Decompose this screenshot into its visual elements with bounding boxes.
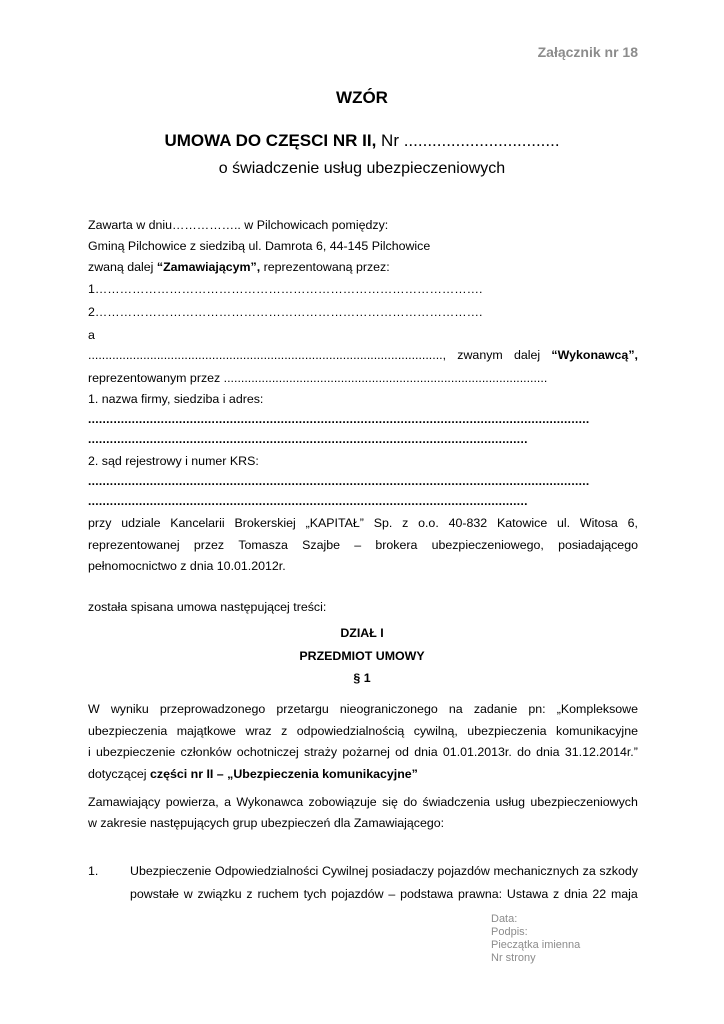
word: ubezpieczenia <box>88 724 168 738</box>
word: Tomasza <box>238 538 288 552</box>
word: ubezpieczenia <box>467 724 547 738</box>
section-subject: PRZEDMIOT UMOWY <box>299 649 425 663</box>
word: Sp. <box>373 516 393 530</box>
paragraph-mark: § 1 <box>353 671 371 685</box>
word: Cywilnej <box>321 864 369 878</box>
para1-line-2 <box>88 724 638 738</box>
word: dnia <box>536 745 560 759</box>
contract-title-bold: UMOWA DO CZĘSCI NR II, <box>164 131 377 150</box>
broker-line-2 <box>88 538 638 552</box>
word: – <box>388 887 396 901</box>
word: majątkowe <box>176 724 236 738</box>
footer-date: Data: <box>491 913 518 925</box>
footer-page-number: Nr strony <box>491 952 536 964</box>
word: podstawa <box>400 887 454 901</box>
footer-block <box>491 913 580 965</box>
footer-stamp: Pieczątka imienna <box>491 939 581 951</box>
word: ubezpieczeniowego, <box>431 538 544 552</box>
word: pojazdów <box>331 887 384 901</box>
word: mechanicznych <box>493 864 579 878</box>
word: 22 <box>592 887 607 901</box>
word: szkody <box>599 864 638 878</box>
part-two-title: części nr II – „Ubezpieczenia komunikacyjne” <box>149 767 418 781</box>
firm-dots-1: .......................................................................................................................................... <box>88 412 590 426</box>
section-title: DZIAŁ I <box>340 626 384 640</box>
word: posiadającego <box>558 538 638 552</box>
word: zobowiązuje <box>308 795 377 809</box>
contract-title-number: Nr ................................. <box>376 131 560 150</box>
word: dnia <box>564 887 588 901</box>
word: za <box>582 864 596 878</box>
para2-line-2: w zakresie następujących grup ubezpieczeń dla Zamawiającego: <box>88 816 445 830</box>
intro-line-1: Zawarta w dniu…………….. w Pilchowicach pomiędzy: <box>88 218 389 232</box>
word: zadanie <box>473 702 518 716</box>
word: ubezpieczeniowych <box>530 795 638 809</box>
word: z <box>246 887 253 901</box>
contractor-word-2: dalej <box>513 348 541 362</box>
list-item-line-2 <box>130 887 638 901</box>
word: „KAPITAŁ” <box>305 516 364 530</box>
intro-line-3-c: reprezentowaną przez: <box>260 260 390 274</box>
word: Witosa <box>579 516 618 530</box>
word: odpowiedzialnością <box>296 724 405 738</box>
firm-label: 1. nazwa firmy, siedziba i adres: <box>88 392 264 406</box>
word: wraz <box>245 724 272 738</box>
word: o.o. <box>418 516 439 530</box>
para2-line-1 <box>88 795 638 809</box>
word: w <box>183 887 193 901</box>
word: 6, <box>627 516 638 530</box>
krs-dots-2: ......................................................................................................................... <box>88 494 528 508</box>
intro-line-3-a: zwaną dalej <box>88 260 157 274</box>
para1-line-3 <box>88 745 638 759</box>
word: członków <box>180 745 232 759</box>
word: 01.01.2013r. <box>442 745 512 759</box>
representative-2: 2…………………………………………………………………………………. <box>88 305 483 319</box>
word: z <box>402 516 409 530</box>
word: Kancelarii <box>170 516 225 530</box>
word: komunikacyjne <box>556 724 638 738</box>
word: z <box>553 887 560 901</box>
word: przetargu <box>276 702 329 716</box>
word: powstałe <box>130 887 179 901</box>
word: „Kompleksowe <box>556 702 638 716</box>
contractor-dots: ......................................................................................................., <box>88 348 447 362</box>
word: W <box>88 702 100 716</box>
word: świadczenia <box>422 795 491 809</box>
word: ubezpieczenie <box>96 745 176 759</box>
word: a <box>224 795 232 809</box>
word: ochotniczej <box>236 745 299 759</box>
word: powierza, <box>165 795 219 809</box>
broker-line-3: pełnomocnictwo z dnia 10.01.2012r. <box>88 559 286 573</box>
para1-line-1 <box>88 702 638 716</box>
word: do <box>517 745 531 759</box>
word: ul. <box>557 516 571 530</box>
word: Ustawa <box>506 887 549 901</box>
para1-line-4-a: dotyczącej <box>88 767 150 781</box>
represented-by: reprezentowanym przez .............................................................................................. <box>88 371 548 385</box>
word: – <box>354 538 362 552</box>
word: pojazdów <box>437 864 490 878</box>
broker-line-1 <box>88 516 638 530</box>
word: brokera <box>375 538 418 552</box>
word: z <box>281 724 288 738</box>
word: pn: <box>528 702 546 716</box>
word: tych <box>303 887 327 901</box>
ordering-party-term: “Zamawiającym”, <box>156 260 261 274</box>
word: cywilną, <box>413 724 458 738</box>
word: na <box>448 702 463 716</box>
word: ruchem <box>257 887 299 901</box>
word: przez <box>193 538 225 552</box>
word: się <box>382 795 398 809</box>
word: Wykonawca <box>236 795 304 809</box>
word: reprezentowanej <box>88 538 180 552</box>
word: Szajbe <box>302 538 341 552</box>
intro-line-3 <box>88 260 390 274</box>
contractor-line <box>88 348 638 362</box>
word: wyniku <box>110 702 149 716</box>
word: Ubezpieczenie <box>130 864 212 878</box>
word: Katowice <box>496 516 548 530</box>
word: i <box>88 745 91 759</box>
word: maja <box>610 887 638 901</box>
word: przeprowadzonego <box>159 702 266 716</box>
footer-signature: Podpis: <box>491 926 528 938</box>
word: do <box>403 795 418 809</box>
word: 40-832 <box>448 516 488 530</box>
list-item-line-1 <box>130 864 638 878</box>
word: Odpowiedzialności <box>214 864 319 878</box>
word: prawna: <box>457 887 503 901</box>
representative-1: 1…………………………………………………………………………………. <box>88 282 483 296</box>
word: od <box>395 745 409 759</box>
and-word: a <box>88 328 95 342</box>
word: pożarnej <box>342 745 390 759</box>
word: dnia <box>414 745 438 759</box>
word: straży <box>304 745 338 759</box>
word: usług <box>495 795 526 809</box>
word: Brokerskiej <box>234 516 296 530</box>
word: 31.12.2014r.” <box>564 745 638 759</box>
krs-dots-1: .......................................................................................................................................... <box>88 474 590 488</box>
para1-line-4 <box>88 767 418 781</box>
intro-line-2: Gminą Pilchowice z siedzibą ul. Damrota 6, 44-145 Pilchowice <box>88 239 431 253</box>
word: Zamawiający <box>88 795 161 809</box>
contractor-word-1: zwanym <box>457 348 503 362</box>
template-heading: WZÓR <box>336 88 388 107</box>
contract-subtitle: o świadczenie usług ubezpieczeniowych <box>218 160 506 177</box>
word: przy <box>88 516 112 530</box>
drafted-text: została spisana umowa następującej treści: <box>88 600 327 614</box>
firm-dots-2: ......................................................................................................................... <box>88 432 528 446</box>
krs-label: 2. sąd rejestrowy i numer KRS: <box>88 454 259 468</box>
word: posiadaczy <box>371 864 434 878</box>
list-number: 1. <box>88 864 99 878</box>
word: związku <box>197 887 242 901</box>
annex-number: Załącznik nr 18 <box>537 44 638 60</box>
contractor-term: “Wykonawcą”, <box>551 348 638 362</box>
word: udziale <box>121 516 161 530</box>
contract-title <box>0 131 724 151</box>
word: nieograniczonego <box>339 702 438 716</box>
